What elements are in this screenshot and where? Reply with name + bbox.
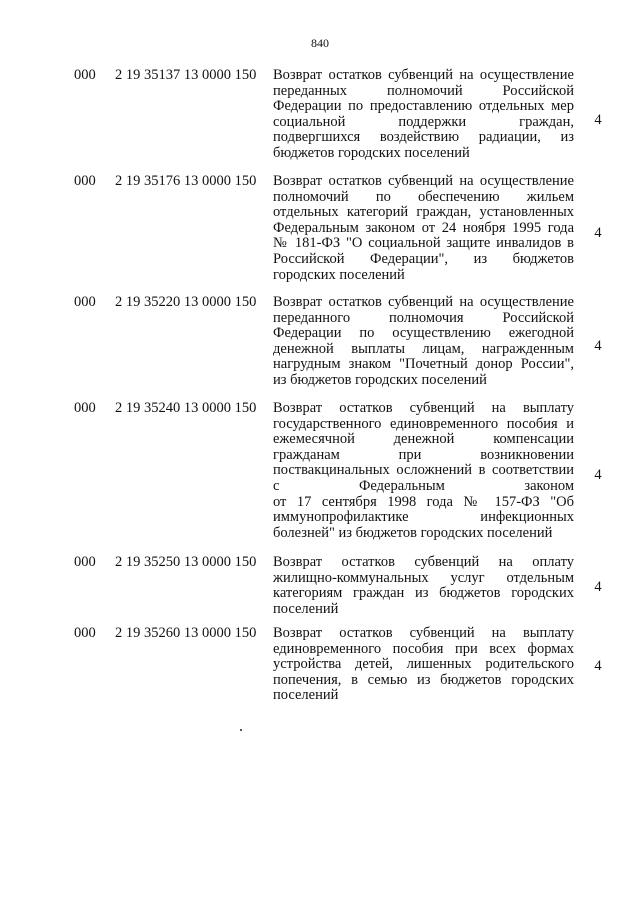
description-line: от 17 сентября 1998 года № 157-ФЗ "Об — [273, 493, 574, 510]
description-line: Возврат остатков субвенций на выплату — [273, 625, 574, 641]
description-line: городских поселений — [273, 266, 405, 283]
description-line: Возврат остатков субвенций на оплату — [273, 554, 574, 570]
description-line: Федерации по предоставлению отдельных мер — [273, 98, 574, 115]
description-line: категориям граждан из бюджетов городских — [273, 585, 574, 602]
description-line: подвергшихся воздействию радиации, из — [273, 129, 574, 146]
description-line: Возврат остатков субвенций на осуществление — [273, 67, 574, 83]
revenue-description — [273, 295, 574, 389]
admin-code: 000 — [74, 625, 96, 641]
revenue-description — [273, 174, 574, 283]
scan-speck — [240, 729, 242, 731]
description-line: жилищно-коммунальных услуг отдельным — [273, 569, 574, 586]
page-number: 840 — [311, 36, 329, 50]
budget-classification-code: 2 19 35137 13 0000 150 — [115, 67, 257, 83]
admin-code: 000 — [74, 294, 96, 310]
description-line: Возврат остатков субвенций на выплату — [273, 400, 574, 416]
description-line: отдельных категорий граждан, установленных — [273, 204, 574, 221]
budget-classification-code: 2 19 35250 13 0000 150 — [115, 554, 257, 570]
revenue-description — [273, 68, 574, 162]
description-line: денежной выплаты лицам, награжденным — [273, 340, 574, 357]
description-line: из бюджетов городских поселений — [273, 371, 487, 388]
row-number: 4 — [594, 112, 602, 128]
revenue-description — [273, 401, 574, 541]
description-line: № 181-ФЗ "О социальной защите инвалидов в — [273, 235, 574, 252]
row-number: 4 — [594, 658, 602, 674]
description-line: болезней" из бюджетов городских поселений — [273, 524, 553, 541]
description-line: поселений — [273, 687, 339, 704]
budget-classification-code: 2 19 35240 13 0000 150 — [115, 400, 257, 416]
admin-code: 000 — [74, 554, 96, 570]
row-number: 4 — [594, 225, 602, 241]
budget-classification-code: 2 19 35220 13 0000 150 — [115, 294, 257, 310]
description-line: переданного полномочия Российской — [273, 309, 574, 326]
description-line: устройства детей, лишенных родительского — [273, 656, 574, 673]
revenue-description — [273, 555, 574, 617]
row-number: 4 — [594, 579, 602, 595]
description-line: поствакцинальных осложнений в соответствии — [273, 462, 574, 479]
description-line: ежемесячной денежной компенсации — [273, 431, 574, 448]
revenue-description — [273, 626, 574, 704]
description-line: с Федеральным законом — [273, 477, 574, 494]
description-line: полномочий по обеспечению жильем — [273, 188, 574, 205]
description-line: Российской Федерации", из бюджетов — [273, 250, 574, 267]
row-number: 4 — [594, 467, 602, 483]
admin-code: 000 — [74, 173, 96, 189]
description-line: социальной поддержки граждан, — [273, 113, 574, 130]
description-line: гражданам при возникновении — [273, 446, 574, 463]
row-number: 4 — [594, 338, 602, 354]
description-line: попечения, в семью из бюджетов городских — [273, 671, 574, 688]
description-line: Федерации по осуществлению ежегодной — [273, 325, 574, 342]
budget-classification-code: 2 19 35176 13 0000 150 — [115, 173, 257, 189]
admin-code: 000 — [74, 400, 96, 416]
budget-classification-code: 2 19 35260 13 0000 150 — [115, 625, 257, 641]
description-line: Федеральным законом от 24 ноября 1995 года — [273, 219, 574, 236]
description-line: Возврат остатков субвенций на осуществление — [273, 294, 574, 310]
description-line: иммунопрофилактике инфекционных — [273, 509, 574, 526]
description-line: бюджетов городских поселений — [273, 144, 470, 161]
description-line: переданных полномочий Российской — [273, 82, 574, 99]
description-line: государственного единовременного пособия и — [273, 415, 574, 432]
description-line: поселений — [273, 600, 339, 617]
description-line: Возврат остатков субвенций на осуществление — [273, 173, 574, 189]
description-line: единовременного пособия при всех формах — [273, 640, 574, 657]
admin-code: 000 — [74, 67, 96, 83]
description-line: нагрудным знаком "Почетный донор России", — [273, 356, 574, 373]
